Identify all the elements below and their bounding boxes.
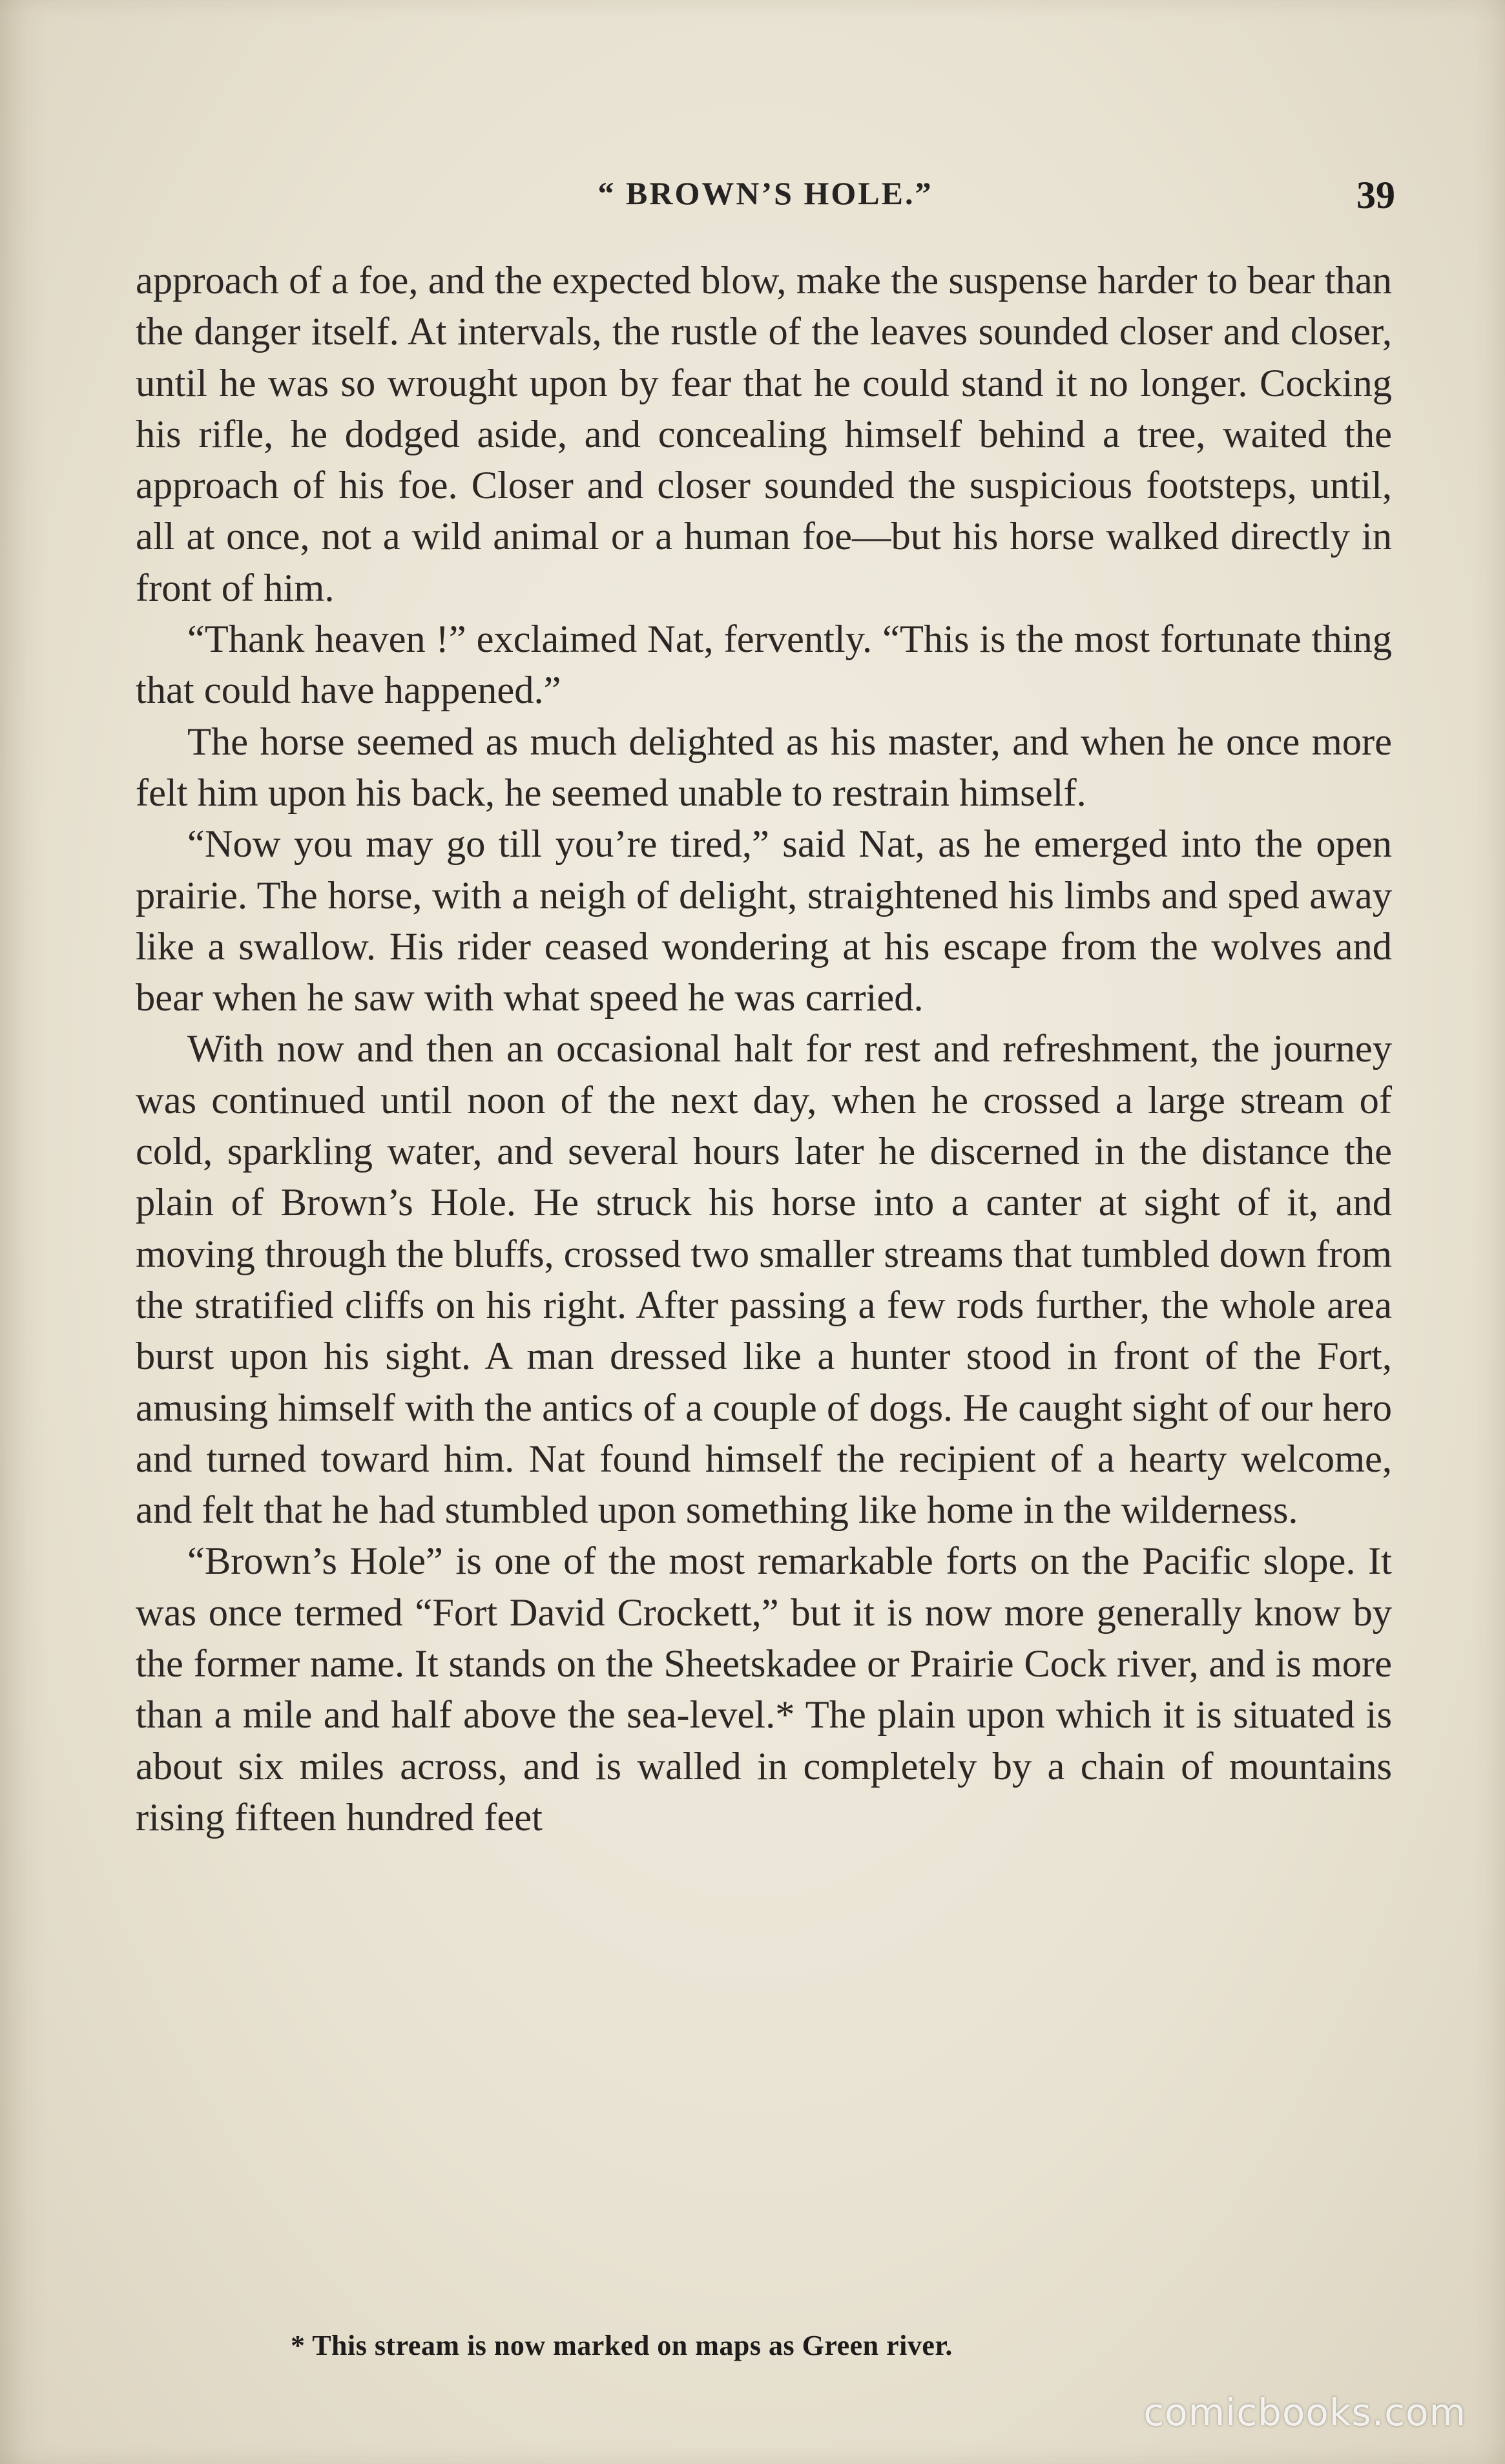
page-number: 39 (1356, 174, 1395, 216)
paragraph: “Now you may go till you’re tired,” said Nat, as he emerged into the open prairie. The horse, with a neigh of delight, straightened his limbs and sped away like a swallow. His rider ceased wondering at his escape from the wolves and bear when he saw with what speed he was carried. (136, 822, 1392, 1020)
running-head (136, 162, 1395, 233)
running-title: “ BROWN’S HOLE.” (597, 175, 933, 211)
watermark: comicbooks.com (1143, 2390, 1466, 2434)
paragraph: “Thank heaven !” exclaimed Nat, fervently. “This is the most fortunate thing that could have happened.” (136, 618, 1392, 713)
body-text (136, 255, 1392, 1843)
paragraph: The horse seemed as much delighted as his master, and when he once more felt him upon his back, he seemed unable to restrain himself. (136, 720, 1392, 815)
paragraph: With now and then an occasional halt for rest and refreshment, the journey was continued until noon of the next day, when he crossed a large stream of cold, sparkling water, and several hours later he discerned in the distance the plain of Brown’s Hole. He struck his horse into a canter at sight of it, and moving through the bluffs, crossed two smaller streams that tumbled down from the stratified cliffs on his right. After passing a few rods further, the whole area burst upon his sight. A man dressed like a hunter stood in front of the Fort, amusing himself with the antics of a couple of dogs. He caught sight of our hero and turned toward him. Nat found himself the recipient of a hearty welcome, and felt that he had stumbled upon something like home in the wilderness. (136, 1027, 1392, 1532)
paragraph: “Brown’s Hole” is one of the most remarkable forts on the Pacific slope. It was once termed “Fort David Crockett,” but it is now more generally know by the former name. It stands on the Sheetskadee or Prairie Cock river, and is more than a mile and half above the sea-level.* The plain upon which it is situated is about six miles across, and is walled in completely by a chain of mountains rising fifteen hundred feet (136, 1540, 1392, 1839)
paragraph: approach of a foe, and the expected blow, make the suspense harder to bear than the danger itself. At intervals, the rustle of the leaves sounded closer and closer, until he was so wrought upon by fear that he could stand it no longer. Cocking his rifle, he dodged aside, and concealing himself behind a tree, waited the approach of his foe. Closer and closer sounded the suspicious footsteps, until, all at once, not a wild animal or a human foe—but his horse walked directly in front of him. (136, 259, 1392, 610)
footnote: * This stream is now marked on maps as Green river. (291, 2330, 953, 2361)
